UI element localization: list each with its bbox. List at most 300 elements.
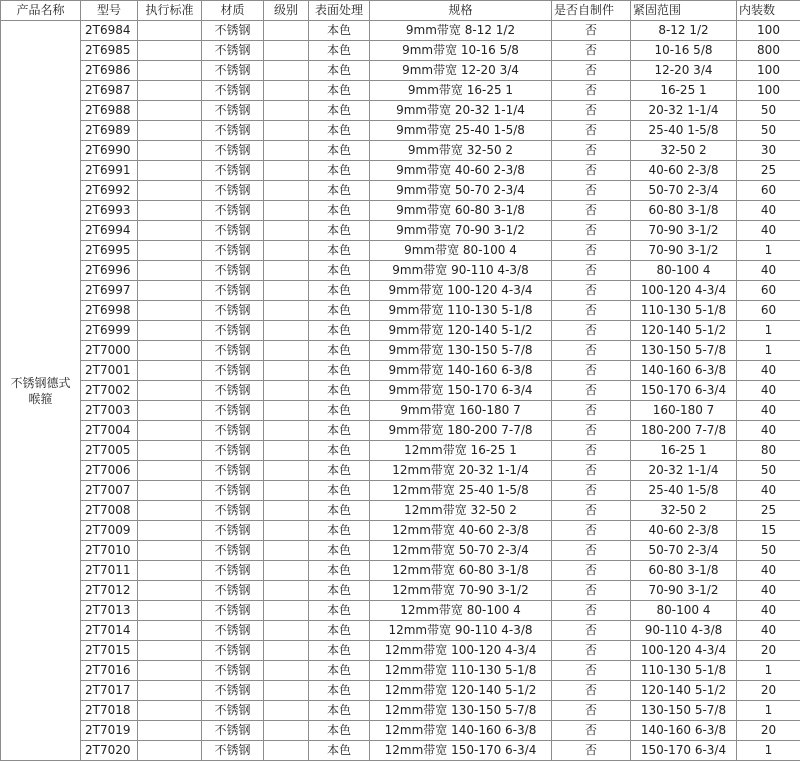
cell-surface: 本色 — [309, 441, 370, 461]
cell-self-made: 否 — [552, 321, 631, 341]
cell-model: 2T7002 — [81, 381, 138, 401]
cell-self-made: 否 — [552, 101, 631, 121]
cell-standard — [138, 661, 202, 681]
header-grade: 级别 — [264, 1, 309, 21]
cell-model: 2T7008 — [81, 501, 138, 521]
cell-spec: 9mm带宽 12-20 3/4 — [370, 61, 552, 81]
cell-pack: 100 — [737, 61, 800, 81]
cell-product-name: 不锈钢德式喉箍 — [1, 21, 81, 761]
cell-grade — [264, 321, 309, 341]
cell-material: 不锈钢 — [202, 461, 264, 481]
cell-self-made: 否 — [552, 461, 631, 481]
table-row — [1, 261, 800, 281]
cell-model: 2T6988 — [81, 101, 138, 121]
header-pack: 内装数 — [737, 1, 800, 21]
cell-standard — [138, 161, 202, 181]
cell-model: 2T6996 — [81, 261, 138, 281]
cell-standard — [138, 721, 202, 741]
cell-standard — [138, 41, 202, 61]
cell-spec: 9mm带宽 90-110 4-3/8 — [370, 261, 552, 281]
cell-model: 2T6986 — [81, 61, 138, 81]
cell-grade — [264, 361, 309, 381]
table-row — [1, 561, 800, 581]
cell-spec: 9mm带宽 25-40 1-5/8 — [370, 121, 552, 141]
cell-pack: 60 — [737, 181, 800, 201]
cell-surface: 本色 — [309, 581, 370, 601]
cell-self-made: 否 — [552, 161, 631, 181]
cell-grade — [264, 61, 309, 81]
header-model: 型号 — [81, 1, 138, 21]
cell-spec: 12mm带宽 120-140 5-1/2 — [370, 681, 552, 701]
table-row — [1, 241, 800, 261]
cell-pack: 1 — [737, 321, 800, 341]
table-row — [1, 381, 800, 401]
cell-spec: 12mm带宽 110-130 5-1/8 — [370, 661, 552, 681]
cell-standard — [138, 201, 202, 221]
cell-standard — [138, 361, 202, 381]
table-row — [1, 421, 800, 441]
cell-model: 2T6994 — [81, 221, 138, 241]
cell-standard — [138, 481, 202, 501]
cell-pack: 40 — [737, 481, 800, 501]
cell-material: 不锈钢 — [202, 741, 264, 761]
cell-material: 不锈钢 — [202, 301, 264, 321]
cell-spec: 9mm带宽 10-16 5/8 — [370, 41, 552, 61]
cell-surface: 本色 — [309, 421, 370, 441]
cell-material: 不锈钢 — [202, 361, 264, 381]
cell-range: 32-50 2 — [631, 141, 737, 161]
cell-grade — [264, 421, 309, 441]
cell-range: 140-160 6-3/8 — [631, 721, 737, 741]
cell-pack: 30 — [737, 141, 800, 161]
cell-grade — [264, 181, 309, 201]
cell-grade — [264, 81, 309, 101]
cell-model: 2T7006 — [81, 461, 138, 481]
cell-pack: 50 — [737, 121, 800, 141]
cell-surface: 本色 — [309, 201, 370, 221]
cell-grade — [264, 521, 309, 541]
cell-spec: 12mm带宽 60-80 3-1/8 — [370, 561, 552, 581]
cell-self-made: 否 — [552, 721, 631, 741]
cell-self-made: 否 — [552, 41, 631, 61]
cell-self-made: 否 — [552, 681, 631, 701]
cell-surface: 本色 — [309, 521, 370, 541]
cell-material: 不锈钢 — [202, 621, 264, 641]
cell-range: 40-60 2-3/8 — [631, 161, 737, 181]
cell-model: 2T6997 — [81, 281, 138, 301]
table-row — [1, 661, 800, 681]
cell-grade — [264, 161, 309, 181]
table-row — [1, 301, 800, 321]
cell-range: 50-70 2-3/4 — [631, 181, 737, 201]
cell-standard — [138, 121, 202, 141]
table-row — [1, 601, 800, 621]
cell-pack: 50 — [737, 101, 800, 121]
cell-range: 80-100 4 — [631, 601, 737, 621]
cell-model: 2T7001 — [81, 361, 138, 381]
cell-self-made: 否 — [552, 581, 631, 601]
cell-material: 不锈钢 — [202, 421, 264, 441]
table-row — [1, 201, 800, 221]
cell-surface: 本色 — [309, 561, 370, 581]
cell-standard — [138, 181, 202, 201]
cell-standard — [138, 401, 202, 421]
cell-surface: 本色 — [309, 141, 370, 161]
cell-grade — [264, 621, 309, 641]
cell-grade — [264, 341, 309, 361]
cell-self-made: 否 — [552, 341, 631, 361]
cell-model: 2T7012 — [81, 581, 138, 601]
cell-material: 不锈钢 — [202, 161, 264, 181]
cell-pack: 1 — [737, 241, 800, 261]
cell-pack: 40 — [737, 361, 800, 381]
cell-surface: 本色 — [309, 101, 370, 121]
cell-pack: 40 — [737, 201, 800, 221]
cell-grade — [264, 301, 309, 321]
cell-surface: 本色 — [309, 161, 370, 181]
cell-spec: 12mm带宽 20-32 1-1/4 — [370, 461, 552, 481]
cell-standard — [138, 581, 202, 601]
cell-model: 2T6991 — [81, 161, 138, 181]
cell-model: 2T7004 — [81, 421, 138, 441]
cell-range: 10-16 5/8 — [631, 41, 737, 61]
cell-pack: 40 — [737, 601, 800, 621]
cell-surface: 本色 — [309, 721, 370, 741]
cell-self-made: 否 — [552, 521, 631, 541]
cell-standard — [138, 221, 202, 241]
cell-standard — [138, 461, 202, 481]
table-row — [1, 681, 800, 701]
cell-material: 不锈钢 — [202, 701, 264, 721]
cell-range: 20-32 1-1/4 — [631, 101, 737, 121]
cell-self-made: 否 — [552, 241, 631, 261]
table-row — [1, 501, 800, 521]
cell-self-made: 否 — [552, 181, 631, 201]
cell-model: 2T7013 — [81, 601, 138, 621]
cell-pack: 25 — [737, 501, 800, 521]
cell-surface: 本色 — [309, 621, 370, 641]
table-row — [1, 701, 800, 721]
table-row — [1, 21, 800, 41]
cell-self-made: 否 — [552, 221, 631, 241]
cell-self-made: 否 — [552, 621, 631, 641]
cell-grade — [264, 201, 309, 221]
cell-range: 70-90 3-1/2 — [631, 581, 737, 601]
cell-standard — [138, 21, 202, 41]
cell-spec: 9mm带宽 110-130 5-1/8 — [370, 301, 552, 321]
cell-model: 2T7010 — [81, 541, 138, 561]
cell-self-made: 否 — [552, 281, 631, 301]
cell-standard — [138, 601, 202, 621]
cell-material: 不锈钢 — [202, 721, 264, 741]
cell-spec: 9mm带宽 80-100 4 — [370, 241, 552, 261]
cell-grade — [264, 661, 309, 681]
cell-spec: 12mm带宽 80-100 4 — [370, 601, 552, 621]
cell-standard — [138, 521, 202, 541]
cell-spec: 9mm带宽 40-60 2-3/8 — [370, 161, 552, 181]
cell-surface: 本色 — [309, 501, 370, 521]
cell-surface: 本色 — [309, 361, 370, 381]
cell-surface: 本色 — [309, 641, 370, 661]
cell-spec: 12mm带宽 40-60 2-3/8 — [370, 521, 552, 541]
cell-grade — [264, 681, 309, 701]
cell-material: 不锈钢 — [202, 601, 264, 621]
cell-spec: 12mm带宽 140-160 6-3/8 — [370, 721, 552, 741]
table-row — [1, 121, 800, 141]
cell-material: 不锈钢 — [202, 141, 264, 161]
table-row — [1, 361, 800, 381]
cell-material: 不锈钢 — [202, 321, 264, 341]
cell-self-made: 否 — [552, 701, 631, 721]
cell-model: 2T6998 — [81, 301, 138, 321]
cell-pack: 1 — [737, 341, 800, 361]
cell-surface: 本色 — [309, 461, 370, 481]
table-row — [1, 181, 800, 201]
cell-model: 2T6984 — [81, 21, 138, 41]
cell-grade — [264, 241, 309, 261]
cell-range: 16-25 1 — [631, 81, 737, 101]
cell-range: 40-60 2-3/8 — [631, 521, 737, 541]
cell-surface: 本色 — [309, 541, 370, 561]
cell-standard — [138, 701, 202, 721]
cell-pack: 25 — [737, 161, 800, 181]
cell-spec: 9mm带宽 120-140 5-1/2 — [370, 321, 552, 341]
cell-range: 130-150 5-7/8 — [631, 701, 737, 721]
cell-grade — [264, 121, 309, 141]
cell-surface: 本色 — [309, 81, 370, 101]
table-row — [1, 61, 800, 81]
cell-self-made: 否 — [552, 21, 631, 41]
cell-self-made: 否 — [552, 481, 631, 501]
cell-pack: 60 — [737, 301, 800, 321]
cell-pack: 50 — [737, 541, 800, 561]
cell-range: 90-110 4-3/8 — [631, 621, 737, 641]
cell-material: 不锈钢 — [202, 221, 264, 241]
cell-material: 不锈钢 — [202, 41, 264, 61]
cell-model: 2T6999 — [81, 321, 138, 341]
table-row — [1, 341, 800, 361]
cell-material: 不锈钢 — [202, 181, 264, 201]
cell-range: 70-90 3-1/2 — [631, 241, 737, 261]
cell-pack: 20 — [737, 721, 800, 741]
cell-spec: 9mm带宽 160-180 7 — [370, 401, 552, 421]
cell-grade — [264, 741, 309, 761]
table-row — [1, 81, 800, 101]
cell-standard — [138, 61, 202, 81]
header-surface: 表面处理 — [309, 1, 370, 21]
cell-material: 不锈钢 — [202, 681, 264, 701]
table-row — [1, 621, 800, 641]
cell-range: 16-25 1 — [631, 441, 737, 461]
cell-self-made: 否 — [552, 261, 631, 281]
cell-pack: 40 — [737, 621, 800, 641]
cell-standard — [138, 561, 202, 581]
cell-material: 不锈钢 — [202, 401, 264, 421]
cell-spec: 9mm带宽 180-200 7-7/8 — [370, 421, 552, 441]
cell-grade — [264, 581, 309, 601]
cell-range: 32-50 2 — [631, 501, 737, 521]
table-row — [1, 101, 800, 121]
cell-spec: 9mm带宽 60-80 3-1/8 — [370, 201, 552, 221]
header-range: 紧固范围 — [631, 1, 737, 21]
cell-standard — [138, 101, 202, 121]
cell-material: 不锈钢 — [202, 61, 264, 81]
cell-material: 不锈钢 — [202, 661, 264, 681]
cell-material: 不锈钢 — [202, 481, 264, 501]
cell-model: 2T7018 — [81, 701, 138, 721]
cell-grade — [264, 541, 309, 561]
cell-material: 不锈钢 — [202, 21, 264, 41]
cell-standard — [138, 681, 202, 701]
cell-grade — [264, 21, 309, 41]
cell-spec: 12mm带宽 100-120 4-3/4 — [370, 641, 552, 661]
cell-model: 2T7005 — [81, 441, 138, 461]
cell-material: 不锈钢 — [202, 81, 264, 101]
cell-spec: 12mm带宽 90-110 4-3/8 — [370, 621, 552, 641]
cell-model: 2T6987 — [81, 81, 138, 101]
cell-grade — [264, 501, 309, 521]
table-row — [1, 221, 800, 241]
cell-surface: 本色 — [309, 281, 370, 301]
cell-grade — [264, 101, 309, 121]
table-row — [1, 581, 800, 601]
cell-range: 80-100 4 — [631, 261, 737, 281]
cell-material: 不锈钢 — [202, 121, 264, 141]
cell-standard — [138, 381, 202, 401]
header-spec: 规格 — [370, 1, 552, 21]
cell-model: 2T7017 — [81, 681, 138, 701]
cell-range: 110-130 5-1/8 — [631, 661, 737, 681]
cell-self-made: 否 — [552, 61, 631, 81]
cell-surface: 本色 — [309, 401, 370, 421]
cell-surface: 本色 — [309, 481, 370, 501]
cell-spec: 12mm带宽 70-90 3-1/2 — [370, 581, 552, 601]
cell-self-made: 否 — [552, 301, 631, 321]
cell-surface: 本色 — [309, 301, 370, 321]
cell-standard — [138, 341, 202, 361]
cell-range: 150-170 6-3/4 — [631, 741, 737, 761]
cell-standard — [138, 541, 202, 561]
cell-grade — [264, 561, 309, 581]
table-row — [1, 721, 800, 741]
cell-surface: 本色 — [309, 41, 370, 61]
cell-standard — [138, 741, 202, 761]
cell-model: 2T6985 — [81, 41, 138, 61]
cell-surface: 本色 — [309, 121, 370, 141]
cell-range: 100-120 4-3/4 — [631, 641, 737, 661]
cell-surface: 本色 — [309, 241, 370, 261]
table-row — [1, 741, 800, 761]
cell-range: 110-130 5-1/8 — [631, 301, 737, 321]
cell-grade — [264, 601, 309, 621]
cell-model: 2T7019 — [81, 721, 138, 741]
table-row — [1, 541, 800, 561]
cell-grade — [264, 41, 309, 61]
cell-spec: 12mm带宽 16-25 1 — [370, 441, 552, 461]
cell-model: 2T6990 — [81, 141, 138, 161]
cell-spec: 9mm带宽 150-170 6-3/4 — [370, 381, 552, 401]
cell-self-made: 否 — [552, 561, 631, 581]
cell-pack: 40 — [737, 261, 800, 281]
cell-model: 2T7020 — [81, 741, 138, 761]
cell-surface: 本色 — [309, 181, 370, 201]
cell-spec: 12mm带宽 25-40 1-5/8 — [370, 481, 552, 501]
cell-spec: 9mm带宽 140-160 6-3/8 — [370, 361, 552, 381]
cell-pack: 100 — [737, 81, 800, 101]
cell-surface: 本色 — [309, 221, 370, 241]
cell-material: 不锈钢 — [202, 641, 264, 661]
table-row — [1, 441, 800, 461]
cell-surface: 本色 — [309, 701, 370, 721]
cell-model: 2T7016 — [81, 661, 138, 681]
table-body — [1, 21, 800, 761]
cell-standard — [138, 501, 202, 521]
cell-material: 不锈钢 — [202, 281, 264, 301]
cell-standard — [138, 241, 202, 261]
cell-self-made: 否 — [552, 381, 631, 401]
cell-pack: 15 — [737, 521, 800, 541]
cell-self-made: 否 — [552, 661, 631, 681]
cell-pack: 50 — [737, 461, 800, 481]
cell-material: 不锈钢 — [202, 441, 264, 461]
cell-surface: 本色 — [309, 61, 370, 81]
cell-pack: 20 — [737, 641, 800, 661]
cell-material: 不锈钢 — [202, 501, 264, 521]
cell-material: 不锈钢 — [202, 561, 264, 581]
table-row — [1, 281, 800, 301]
cell-grade — [264, 441, 309, 461]
cell-range: 60-80 3-1/8 — [631, 561, 737, 581]
cell-grade — [264, 261, 309, 281]
header-row — [1, 1, 800, 21]
cell-range: 150-170 6-3/4 — [631, 381, 737, 401]
cell-self-made: 否 — [552, 641, 631, 661]
cell-model: 2T7014 — [81, 621, 138, 641]
cell-standard — [138, 441, 202, 461]
cell-model: 2T6992 — [81, 181, 138, 201]
cell-standard — [138, 261, 202, 281]
cell-surface: 本色 — [309, 321, 370, 341]
cell-model: 2T6993 — [81, 201, 138, 221]
cell-standard — [138, 321, 202, 341]
table-row — [1, 521, 800, 541]
cell-grade — [264, 641, 309, 661]
cell-spec: 12mm带宽 130-150 5-7/8 — [370, 701, 552, 721]
cell-surface: 本色 — [309, 261, 370, 281]
cell-pack: 1 — [737, 701, 800, 721]
cell-model: 2T7011 — [81, 561, 138, 581]
cell-spec: 12mm带宽 150-170 6-3/4 — [370, 741, 552, 761]
cell-surface: 本色 — [309, 601, 370, 621]
cell-material: 不锈钢 — [202, 101, 264, 121]
cell-range: 120-140 5-1/2 — [631, 321, 737, 341]
cell-standard — [138, 421, 202, 441]
cell-range: 100-120 4-3/4 — [631, 281, 737, 301]
cell-grade — [264, 481, 309, 501]
cell-standard — [138, 621, 202, 641]
header-standard: 执行标准 — [138, 1, 202, 21]
cell-pack: 800 — [737, 41, 800, 61]
cell-self-made: 否 — [552, 201, 631, 221]
cell-range: 8-12 1/2 — [631, 21, 737, 41]
cell-self-made: 否 — [552, 361, 631, 381]
header-material: 材质 — [202, 1, 264, 21]
cell-model: 2T7009 — [81, 521, 138, 541]
cell-pack: 40 — [737, 561, 800, 581]
cell-pack: 40 — [737, 581, 800, 601]
cell-self-made: 否 — [552, 441, 631, 461]
cell-standard — [138, 141, 202, 161]
